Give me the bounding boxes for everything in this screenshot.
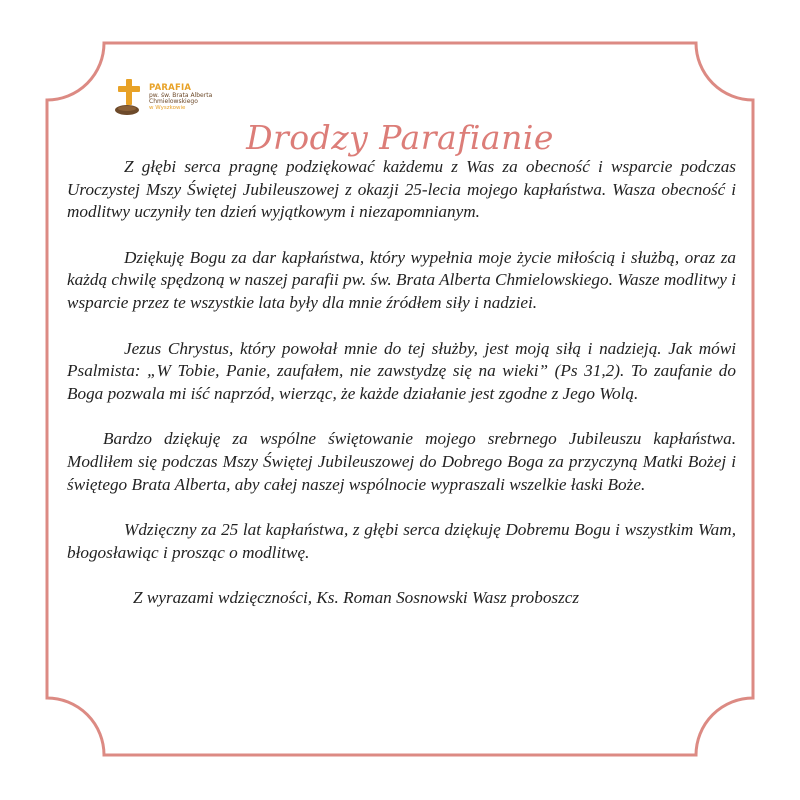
letter-paragraph-4: Bardzo dziękuję za wspólne świętowanie mojego srebrnego Jubileuszu kapłaństwa. Modliłem się podczas Mszy Świętej Jubileuszowej do Dobrego Boga za przyczyną Matki Bożej i świętego Brata Alberta, aby całej naszej wspólnocie wypraszali wszelkie łaski Boże. [67,429,736,494]
letter-body [67,156,736,633]
letter-signature: Z wyrazami wdzięczności, Ks. Roman Sosnowski Wasz proboszcz [133,588,580,608]
logo-subtitle-line2: Chmielowskiego [149,98,198,106]
logo-subtitle-line1: pw. św. Brata Alberta [149,91,213,99]
letter-paragraph-2: Dziękuję Bogu za dar kapłaństwa, który wypełnia moje życie miłością i służbą, oraz za każdą chwilę spędzoną w naszej parafii pw. św. Brata Alberta Chmielowskiego. Wasze modlitwy i wsparcie przez te wszystkie lata były dla mnie źródłem siły i nadziei. [67,247,736,312]
logo-text [149,84,212,111]
logo-location: w Wyszkowie [149,104,186,111]
cross-with-bread-logo-icon [113,77,147,117]
parish-logo [113,77,233,121]
letter-heading: Drodzy Parafianie [246,118,554,158]
letter-paragraph-5: Wdzięczny za 25 lat kapłaństwa, z głębi serca dziękuję Dobremu Bogu i wszystkim Wam, błogosławiąc i prosząc o modlitwę. [67,520,736,562]
letter-paragraph-3: Jezus Chrystus, który powołał mnie do tej służby, jest moją siłą i nadzieją. Jak mówi Psalmista: „W Tobie, Panie, zaufałem, nie zawstydzę się na wieki” (Ps 31,2). To zaufanie do Boga pozwala mi iść naprzód, wierząc, że każde działanie jest zgodne z Jego Wolą. [67,338,736,403]
letter-paragraph-1: Z głębi serca pragnę podziękować każdemu z Was za obecność i wsparcie podczas Uroczystej Mszy Świętej Jubileuszowej z okazji 25-lecia mojego kapłaństwa. Wasza obecność i modlitwy uczyniły ten dzień wyjątkowym i niezapomnianym. [67,157,736,222]
logo-title: PARAFIA [149,83,192,93]
